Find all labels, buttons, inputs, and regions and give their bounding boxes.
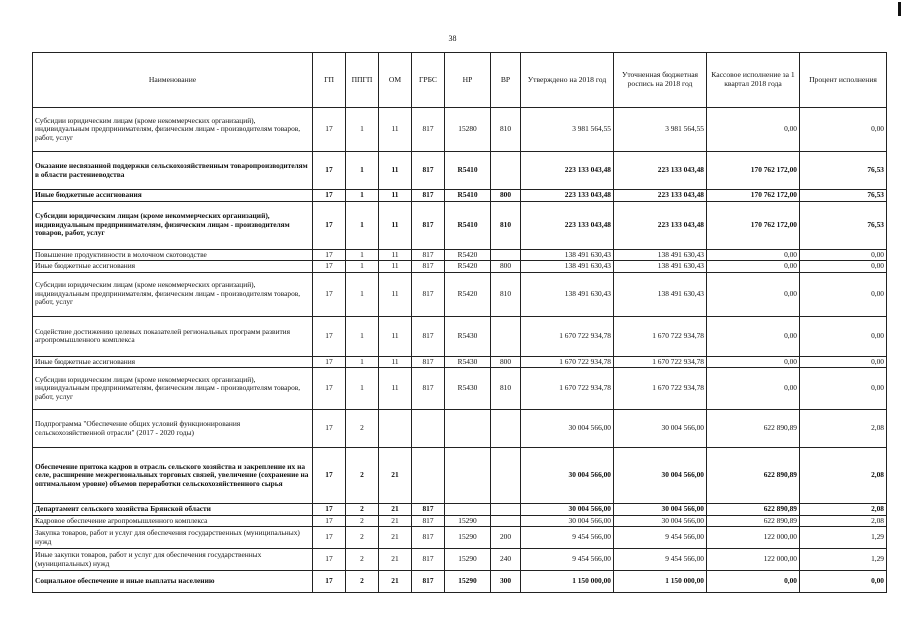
cell-cash: 622 890,89: [707, 504, 800, 516]
cell-vr: 810: [491, 201, 521, 249]
cell-refined: 223 133 043,48: [614, 201, 707, 249]
cell-ppgp: 1: [346, 152, 379, 190]
cell-cash: 0,00: [707, 272, 800, 316]
cell-om: 11: [379, 152, 412, 190]
cell-grbs: 817: [412, 515, 445, 527]
table-row: [33, 316, 887, 356]
cell-cash: 622 890,89: [707, 410, 800, 448]
cell-ppgp: 1: [346, 316, 379, 356]
table-row: [33, 152, 887, 190]
cell-grbs: 817: [412, 261, 445, 273]
cell-refined: 30 004 566,00: [614, 515, 707, 527]
cell-percent: 0,00: [800, 272, 887, 316]
cell-refined: 138 491 630,43: [614, 261, 707, 273]
cell-ppgp: 1: [346, 108, 379, 152]
cell-approved: 1 670 722 934,78: [521, 316, 614, 356]
cell-percent: 2,08: [800, 448, 887, 504]
cell-nr: R5410: [445, 201, 491, 249]
cell-om: 21: [379, 527, 412, 549]
cell-cash: 0,00: [707, 316, 800, 356]
table-row: [33, 368, 887, 410]
cell-gp: 17: [313, 410, 346, 448]
cell-vr: 800: [491, 261, 521, 273]
cell-cash: 0,00: [707, 368, 800, 410]
cell-nr: R5430: [445, 356, 491, 368]
cell-percent: 0,00: [800, 368, 887, 410]
cell-approved: 30 004 566,00: [521, 504, 614, 516]
cell-percent: 76,53: [800, 201, 887, 249]
cell-om: 11: [379, 249, 412, 261]
cell-ppgp: 2: [346, 448, 379, 504]
col-header-refined: Уточненная бюджетная роспись на 2018 год: [614, 53, 707, 108]
cell-cash: 122 000,00: [707, 549, 800, 571]
cell-om: 11: [379, 272, 412, 316]
cell-gp: 17: [313, 261, 346, 273]
cell-om: 11: [379, 201, 412, 249]
cell-name: Социальное обеспечение и иные выплаты населению: [33, 571, 313, 593]
cell-om: 11: [379, 108, 412, 152]
table-row: [33, 448, 887, 504]
cell-nr: [445, 448, 491, 504]
cell-vr: 800: [491, 190, 521, 202]
table-row: [33, 201, 887, 249]
cell-percent: 2,08: [800, 515, 887, 527]
cell-gp: 17: [313, 201, 346, 249]
cell-grbs: [412, 410, 445, 448]
cell-gp: 17: [313, 152, 346, 190]
cell-refined: 30 004 566,00: [614, 410, 707, 448]
cell-nr: R5410: [445, 152, 491, 190]
cell-nr: 15280: [445, 108, 491, 152]
cell-om: 11: [379, 261, 412, 273]
table-row: [33, 261, 887, 273]
cell-percent: 2,08: [800, 410, 887, 448]
cell-gp: 17: [313, 249, 346, 261]
cell-ppgp: 1: [346, 356, 379, 368]
cell-cash: 122 000,00: [707, 527, 800, 549]
table-row: [33, 504, 887, 516]
cell-name: Иные бюджетные ассигнования: [33, 261, 313, 273]
cell-grbs: 817: [412, 108, 445, 152]
cell-grbs: [412, 448, 445, 504]
cell-nr: R5420: [445, 261, 491, 273]
cell-name: Подпрограмма "Обеспечение общих условий функционирования сельскохозяйственной отрасли" (2017 - 2020 годы): [33, 410, 313, 448]
cell-ppgp: 2: [346, 571, 379, 593]
cell-name: Повышение продуктивности в молочном скотоводстве: [33, 249, 313, 261]
cell-percent: 0,00: [800, 261, 887, 273]
cell-gp: 17: [313, 504, 346, 516]
cell-refined: 1 150 000,00: [614, 571, 707, 593]
table-body: [33, 108, 887, 593]
cell-grbs: 817: [412, 368, 445, 410]
cell-vr: 240: [491, 549, 521, 571]
cell-name: Оказание несвязанной поддержки сельскохозяйственным товаропроизводителям в области растениеводства: [33, 152, 313, 190]
cell-name: Обеспечение притока кадров в отрасль сельского хозяйства и закрепление их на селе, расширение межрегиональных торговых связей, увеличение (сохранение на оптимальном уровне) объемов переработки сельскохозяйственного сырья: [33, 448, 313, 504]
cell-name: Кадровое обеспечение агропромышленного комплекса: [33, 515, 313, 527]
cell-name: Субсидии юридическим лицам (кроме некоммерческих организаций), индивидуальным предпринимателям, физическим лицам - производителям товаров, работ, услуг: [33, 108, 313, 152]
cell-percent: 2,08: [800, 504, 887, 516]
cell-percent: 0,00: [800, 249, 887, 261]
cell-refined: 138 491 630,43: [614, 249, 707, 261]
table-row: [33, 571, 887, 593]
cell-ppgp: 2: [346, 410, 379, 448]
cell-om: 11: [379, 356, 412, 368]
cell-om: 21: [379, 448, 412, 504]
cell-om: 21: [379, 504, 412, 516]
col-header-gp: ГП: [313, 53, 346, 108]
cell-approved: 138 491 630,43: [521, 272, 614, 316]
cell-name: Иные бюджетные ассигнования: [33, 190, 313, 202]
cell-vr: [491, 316, 521, 356]
cell-grbs: 817: [412, 272, 445, 316]
cell-ppgp: 1: [346, 368, 379, 410]
cell-gp: 17: [313, 108, 346, 152]
cell-name: Закупка товаров, работ и услуг для обеспечения государственных (муниципальных) нужд: [33, 527, 313, 549]
cell-approved: 138 491 630,43: [521, 249, 614, 261]
cell-approved: 1 150 000,00: [521, 571, 614, 593]
cell-approved: 9 454 566,00: [521, 527, 614, 549]
cell-approved: 1 670 722 934,78: [521, 368, 614, 410]
cell-approved: 9 454 566,00: [521, 549, 614, 571]
cell-nr: R5430: [445, 316, 491, 356]
col-header-percent: Процент исполнения: [800, 53, 887, 108]
cell-nr: R5430: [445, 368, 491, 410]
cell-percent: 76,53: [800, 152, 887, 190]
cell-cash: 0,00: [707, 108, 800, 152]
cell-percent: 0,00: [800, 316, 887, 356]
cell-grbs: 817: [412, 201, 445, 249]
cell-nr: 15290: [445, 571, 491, 593]
cell-approved: 3 981 564,55: [521, 108, 614, 152]
cell-gp: 17: [313, 190, 346, 202]
cell-name: Субсидии юридическим лицам (кроме некоммерческих организаций), индивидуальным предпринимателям, физическим лицам - производителям товаров, работ, услуг: [33, 201, 313, 249]
cell-cash: 170 762 172,00: [707, 190, 800, 202]
table-row: [33, 527, 887, 549]
cell-grbs: 817: [412, 571, 445, 593]
cell-approved: 223 133 043,48: [521, 201, 614, 249]
cell-om: 21: [379, 571, 412, 593]
cell-om: 11: [379, 316, 412, 356]
cell-refined: 9 454 566,00: [614, 549, 707, 571]
cell-nr: 15290: [445, 515, 491, 527]
col-header-name: Наименование: [33, 53, 313, 108]
cell-refined: 30 004 566,00: [614, 448, 707, 504]
cell-grbs: 817: [412, 549, 445, 571]
table-header-row: [33, 53, 887, 108]
cell-grbs: 817: [412, 316, 445, 356]
cell-gp: 17: [313, 316, 346, 356]
cell-ppgp: 1: [346, 272, 379, 316]
cell-approved: 30 004 566,00: [521, 448, 614, 504]
table-row: [33, 410, 887, 448]
table-row: [33, 515, 887, 527]
cell-grbs: 817: [412, 527, 445, 549]
col-header-vr: ВР: [491, 53, 521, 108]
col-header-nr: НР: [445, 53, 491, 108]
cell-percent: 0,00: [800, 571, 887, 593]
cell-percent: 0,00: [800, 356, 887, 368]
cell-nr: R5420: [445, 249, 491, 261]
cell-gp: 17: [313, 515, 346, 527]
page-number: 38: [448, 34, 457, 43]
cell-vr: 200: [491, 527, 521, 549]
cell-percent: 76,53: [800, 190, 887, 202]
cell-om: 11: [379, 190, 412, 202]
col-header-om: ОМ: [379, 53, 412, 108]
table-row: [33, 356, 887, 368]
cell-gp: 17: [313, 527, 346, 549]
cell-approved: 30 004 566,00: [521, 410, 614, 448]
cell-ppgp: 2: [346, 549, 379, 571]
cell-cash: 622 890,89: [707, 515, 800, 527]
cell-vr: 300: [491, 571, 521, 593]
cell-name: Иные закупки товаров, работ и услуг для обеспечения государственных (муниципальных) нужд: [33, 549, 313, 571]
cell-refined: 1 670 722 934,78: [614, 356, 707, 368]
cell-ppgp: 1: [346, 190, 379, 202]
cell-grbs: 817: [412, 190, 445, 202]
cell-gp: 17: [313, 448, 346, 504]
cell-ppgp: 1: [346, 261, 379, 273]
cell-approved: 1 670 722 934,78: [521, 356, 614, 368]
cell-vr: [491, 152, 521, 190]
cell-refined: 30 004 566,00: [614, 504, 707, 516]
cell-grbs: 817: [412, 356, 445, 368]
cell-vr: [491, 448, 521, 504]
cell-vr: [491, 249, 521, 261]
cell-om: 21: [379, 515, 412, 527]
cell-om: 11: [379, 368, 412, 410]
cell-name: Департамент сельского хозяйства Брянской области: [33, 504, 313, 516]
cell-vr: 800: [491, 356, 521, 368]
cell-cash: 0,00: [707, 571, 800, 593]
cell-ppgp: 1: [346, 249, 379, 261]
cell-vr: [491, 515, 521, 527]
cell-cash: 170 762 172,00: [707, 152, 800, 190]
cell-name: Содействие достижению целевых показателей региональных программ развития агропромышленного комплекса: [33, 316, 313, 356]
cell-nr: 15290: [445, 549, 491, 571]
cell-vr: [491, 410, 521, 448]
cell-nr: 15290: [445, 527, 491, 549]
cell-grbs: 817: [412, 152, 445, 190]
cell-vr: 810: [491, 108, 521, 152]
budget-execution-table: [32, 52, 887, 593]
cell-gp: 17: [313, 356, 346, 368]
cell-gp: 17: [313, 368, 346, 410]
cell-percent: 1,29: [800, 527, 887, 549]
cell-approved: 138 491 630,43: [521, 261, 614, 273]
cell-approved: 30 004 566,00: [521, 515, 614, 527]
cell-refined: 223 133 043,48: [614, 152, 707, 190]
cell-grbs: 817: [412, 504, 445, 516]
col-header-ppgp: ППГП: [346, 53, 379, 108]
cell-approved: 223 133 043,48: [521, 190, 614, 202]
cell-gp: 17: [313, 549, 346, 571]
cell-name: Иные бюджетные ассигнования: [33, 356, 313, 368]
cell-cash: 622 890,89: [707, 448, 800, 504]
cell-nr: [445, 410, 491, 448]
cell-percent: 1,29: [800, 549, 887, 571]
cell-refined: 3 981 564,55: [614, 108, 707, 152]
cell-gp: 17: [313, 272, 346, 316]
cell-refined: 9 454 566,00: [614, 527, 707, 549]
cell-refined: 138 491 630,43: [614, 272, 707, 316]
cell-vr: 810: [491, 272, 521, 316]
cell-approved: 223 133 043,48: [521, 152, 614, 190]
col-header-approved: Утверждено на 2018 год: [521, 53, 614, 108]
table-row: [33, 190, 887, 202]
cell-om: 21: [379, 549, 412, 571]
col-header-grbs: ГРБС: [412, 53, 445, 108]
table-row: [33, 108, 887, 152]
table-row: [33, 272, 887, 316]
cell-name: Субсидии юридическим лицам (кроме некоммерческих организаций), индивидуальным предпринимателям, физическим лицам - производителям товаров, работ, услуг: [33, 272, 313, 316]
cell-cash: 0,00: [707, 249, 800, 261]
cell-ppgp: 2: [346, 515, 379, 527]
cell-nr: R5410: [445, 190, 491, 202]
page-edge-mark: [898, 2, 901, 16]
cell-refined: 223 133 043,48: [614, 190, 707, 202]
col-header-cash: Кассовое исполнение за 1 квартал 2018 года: [707, 53, 800, 108]
cell-nr: R5420: [445, 272, 491, 316]
cell-name: Субсидии юридическим лицам (кроме некоммерческих организаций), индивидуальным предпринимателям, физическим лицам - производителям товаров, работ, услуг: [33, 368, 313, 410]
cell-vr: 810: [491, 368, 521, 410]
cell-ppgp: 1: [346, 201, 379, 249]
cell-gp: 17: [313, 571, 346, 593]
cell-grbs: 817: [412, 249, 445, 261]
table-row: [33, 249, 887, 261]
cell-cash: 170 762 172,00: [707, 201, 800, 249]
cell-cash: 0,00: [707, 356, 800, 368]
cell-refined: 1 670 722 934,78: [614, 316, 707, 356]
cell-ppgp: 2: [346, 527, 379, 549]
cell-om: [379, 410, 412, 448]
table-row: [33, 549, 887, 571]
cell-vr: [491, 504, 521, 516]
cell-refined: 1 670 722 934,78: [614, 368, 707, 410]
cell-cash: 0,00: [707, 261, 800, 273]
cell-nr: [445, 504, 491, 516]
cell-ppgp: 2: [346, 504, 379, 516]
cell-percent: 0,00: [800, 108, 887, 152]
